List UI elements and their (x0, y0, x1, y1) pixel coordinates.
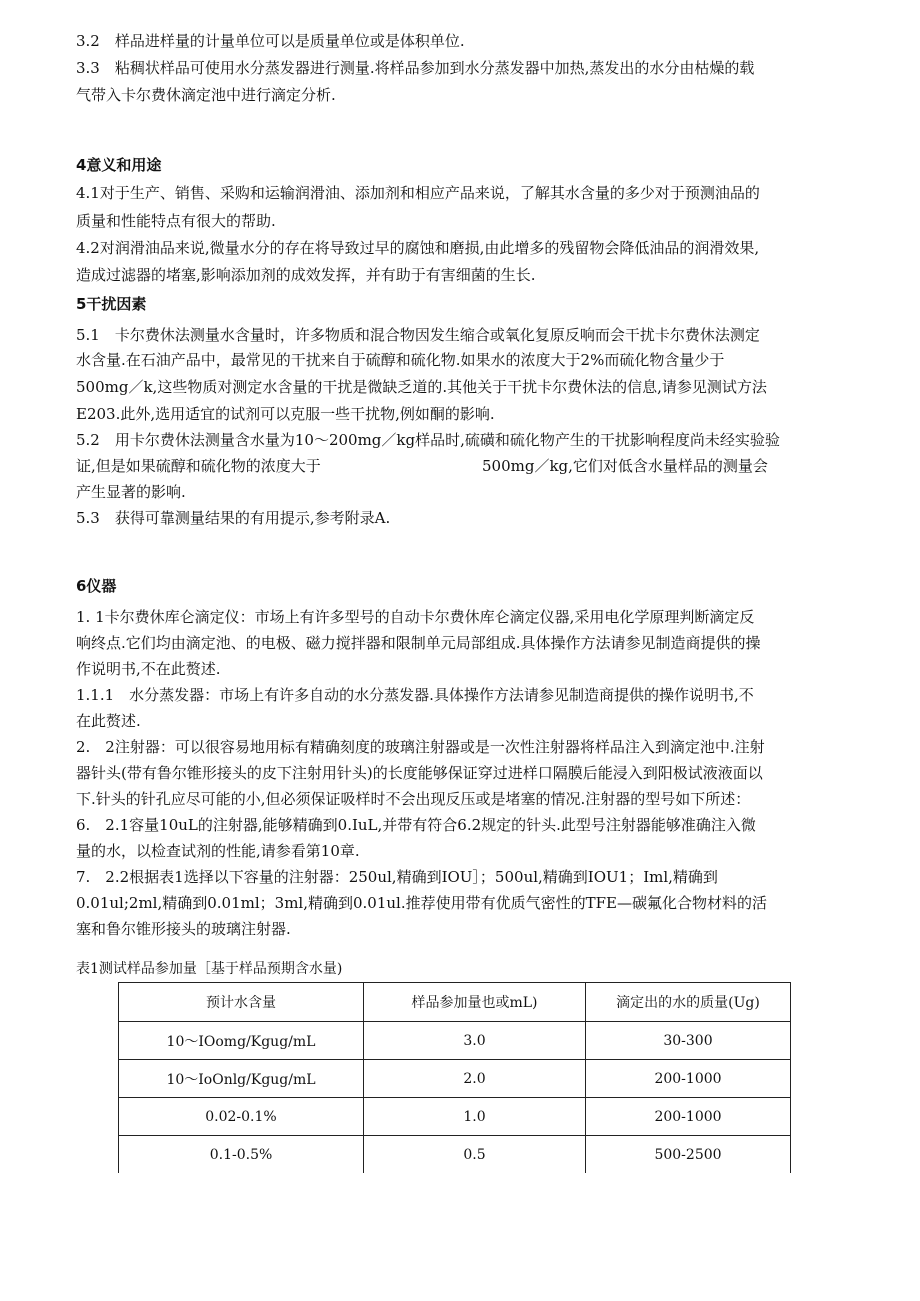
table-row (119, 1022, 791, 1060)
table-row (119, 1098, 791, 1136)
table-row (119, 1060, 791, 1098)
para-6-1-1: 1.1.1 水分蒸发器：市场上有许多自动的水分蒸发器.具体操作方法请参见制造商提供的操作说明书,不 (76, 686, 754, 704)
table-cell: 3.0 (364, 1022, 586, 1060)
table-cell: 10～IoOnlg/Kgug/mL (119, 1060, 364, 1098)
header-expected-water: 预计水含量 (119, 983, 364, 1022)
table-cell: 200-1000 (586, 1098, 791, 1136)
para-6-2-cont1: 器针头(带有鲁尔锥形接头的皮下注射用针头)的长度能够保证穿过进样口隔膜后能浸入到阳极试液液面以 (76, 764, 763, 782)
para-5-3: 5.3 获得可靠测量结果的有用提示,参考附录A. (76, 509, 391, 527)
table-cell: 1.0 (364, 1098, 586, 1136)
header-water-mass: 滴定出的水的质量(Ug) (586, 983, 791, 1022)
para-4-1-cont: 质量和性能特点有很大的帮助. (76, 212, 276, 230)
para-4-1: 4.1对于生产、销售、采购和运输润滑油、添加剂和相应产品来说，了解其水含量的多少对于预测油品的 (76, 184, 760, 202)
table-cell: 10～IOomg/Kgug/mL (119, 1022, 364, 1060)
para-5-2-cont1-right: 500mg／kg,它们对低含水量样品的测量会 (482, 457, 768, 475)
para-6-2-2-cont2: 塞和鲁尔锥形接头的玻璃注射器. (76, 920, 291, 938)
section-4-heading: 4意义和用途 (76, 156, 162, 174)
table-cell: 200-1000 (586, 1060, 791, 1098)
table-cell: 2.0 (364, 1060, 586, 1098)
table-cell: 0.02-0.1% (119, 1098, 364, 1136)
syringe-sample-table (118, 982, 791, 1173)
header-sample-amount: 样品参加量也或mL) (364, 983, 586, 1022)
para-5-1-cont1: 水含量.在石油产品中，最常见的干扰来自于硫醇和硫化物.如果水的浓度大于2%而硫化物含量少于 (76, 351, 725, 369)
para-5-1-cont2: 500mg／k,这些物质对测定水含量的干扰是微缺乏道的.其他关于干扰卡尔费休法的信息,请参见测试方法 (76, 378, 767, 396)
table-row (119, 1136, 791, 1174)
section-5-heading: 5干扰因素 (76, 295, 147, 313)
para-6-1-cont1: 响终点.它们均由滴定池、的电极、磁力搅拌器和限制单元局部组成.具体操作方法请参见制造商提供的操 (76, 634, 761, 652)
para-5-2-cont1 (76, 452, 862, 480)
para-5-1-cont3: E203.此外,选用适宜的试剂可以克服一些干扰物,例如酮的影响. (76, 405, 495, 423)
para-5-2-cont1-left: 证,但是如果硫醇和硫化物的浓度大于 (76, 457, 321, 475)
para-3-3-cont: 气带入卡尔费休滴定池中进行滴定分析. (76, 86, 336, 104)
para-6-2-1: 6. 2.1容量10uL的注射器,能够精确到0.IuL,并带有符合6.2规定的针头.此型号注射器能够准确注入微 (76, 816, 756, 834)
table-header-row (119, 983, 791, 1022)
para-6-2-1-cont: 量的水，以检查试剂的性能,请参看第10章. (76, 842, 360, 860)
table-cell: 500-2500 (586, 1136, 791, 1174)
para-6-2-2-cont1: 0.01ul;2ml,精确到0.01ml；3ml,精确到0.01ul.推荐使用带有优质气密性的TFE—碳氟化合物材料的活 (76, 894, 767, 912)
para-4-2: 4.2对润滑油品来说,微量水分的存在将导致过早的腐蚀和磨损,由此增多的残留物会降低油品的润滑效果, (76, 239, 760, 257)
table-cell: 30-300 (586, 1022, 791, 1060)
para-3-3: 3.3 粘稠状样品可使用水分蒸发器进行测量.将样品参加到水分蒸发器中加热,蒸发出的水分由枯燥的载 (76, 59, 755, 77)
para-5-2-cont2: 产生显著的影响. (76, 483, 186, 501)
para-6-1-1-cont: 在此赘述. (76, 712, 141, 730)
para-6-1-cont2: 作说明书,不在此赘述. (76, 660, 221, 678)
para-6-2: 2. 2注射器：可以很容易地用标有精确刻度的玻璃注射器或是一次性注射器将样品注入到滴定池中.注射 (76, 738, 765, 756)
para-6-1: 1. 1卡尔费休库仑滴定仪：市场上有许多型号的自动卡尔费休库仑滴定仪器,采用电化学原理判断滴定反 (76, 608, 755, 626)
para-6-2-cont2: 下.针头的针孔应尽可能的小,但必须保证吸样时不会出现反压或是堵塞的情况.注射器的型号如下所述： (76, 790, 751, 808)
para-3-2: 3.2 样品进样量的计量单位可以是质量单位或是体积单位. (76, 32, 465, 50)
para-5-1: 5.1 卡尔费休法测量水含量时，许多物质和混合物因发生缩合或氧化复原反响而会干扰卡尔费休法测定 (76, 326, 760, 344)
table-caption: 表1测试样品参加量［基于样品预期含水量) (76, 961, 343, 977)
section-6-heading: 6仪器 (76, 577, 117, 595)
table-cell: 0.5 (364, 1136, 586, 1174)
para-6-2-2: 7. 2.2根据表1选择以下容量的注射器：250ul,精确到IOU］；500ul,精确到IOU1；Iml,精确到 (76, 868, 718, 886)
para-5-2: 5.2 用卡尔费休法测量含水量为10～200mg／kg样品时,硫磺和硫化物产生的干扰影响程度尚未经实验验 (76, 431, 780, 449)
table-cell: 0.1-0.5% (119, 1136, 364, 1174)
para-4-2-cont: 造成过滤器的堵塞,影响添加剂的成效发挥，并有助于有害细菌的生长. (76, 266, 536, 284)
